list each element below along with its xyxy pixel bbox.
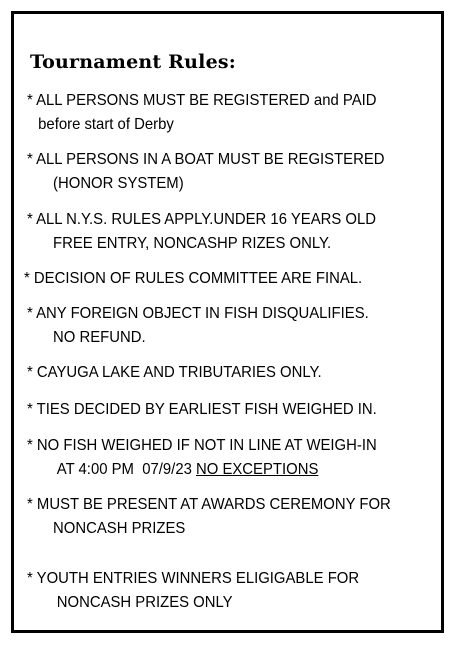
rule-registration [27, 89, 377, 137]
rule-line: * TIES DECIDED BY EARLIEST FISH WEIGHED IN. [27, 401, 377, 418]
rule-line: * ALL N.Y.S. RULES APPLY.UNDER 16 YEARS OLD [27, 211, 377, 228]
rules-title: Tournament Rules: [30, 51, 236, 73]
rule-committee-decision [24, 267, 362, 291]
rule-foreign-object [27, 302, 369, 350]
rule-line: before start of Derby [38, 116, 174, 133]
rule-line: * ALL PERSONS IN A BOAT MUST BE REGISTERED [27, 151, 385, 168]
rule-line: * DECISION OF RULES COMMITTEE ARE FINAL. [24, 270, 363, 287]
rule-line: * MUST BE PRESENT AT AWARDS CEREMONY FOR [27, 496, 391, 513]
rule-boat-registration [27, 148, 385, 196]
rule-line: * NO FISH WEIGHED IF NOT IN LINE AT WEIGH-IN [27, 437, 377, 454]
rule-line: * CAYUGA LAKE AND TRIBUTARIES ONLY. [27, 364, 322, 381]
rule-nys-rules [27, 208, 376, 256]
rule-line: NO REFUND. [53, 329, 146, 346]
rule-line: NONCASH PRIZES [53, 520, 186, 537]
rule-ties [27, 398, 377, 422]
rule-line: * YOUTH ENTRIES WINNERS ELIGIGABLE FOR [27, 570, 360, 587]
rule-line: FREE ENTRY, NONCASHP RIZES ONLY. [53, 235, 332, 252]
rule-cayuga-lake [27, 361, 322, 385]
rule-line: * ALL PERSONS MUST BE REGISTERED and PAID [27, 92, 377, 109]
rule-weigh-in [27, 434, 377, 482]
rule-awards-ceremony [27, 493, 391, 541]
rule-youth-entries [27, 567, 359, 615]
rule-line: (HONOR SYSTEM) [53, 175, 184, 192]
weigh-in-time: AT 4:00 PM 07/9/23 [56, 461, 196, 478]
no-exceptions-note: NO EXCEPTIONS [195, 461, 319, 478]
rule-line: NONCASH PRIZES ONLY [56, 594, 233, 611]
rule-line: * ANY FOREIGN OBJECT IN FISH DISQUALIFIES. [27, 305, 369, 322]
rule-line [27, 458, 377, 482]
rules-card [11, 11, 444, 633]
